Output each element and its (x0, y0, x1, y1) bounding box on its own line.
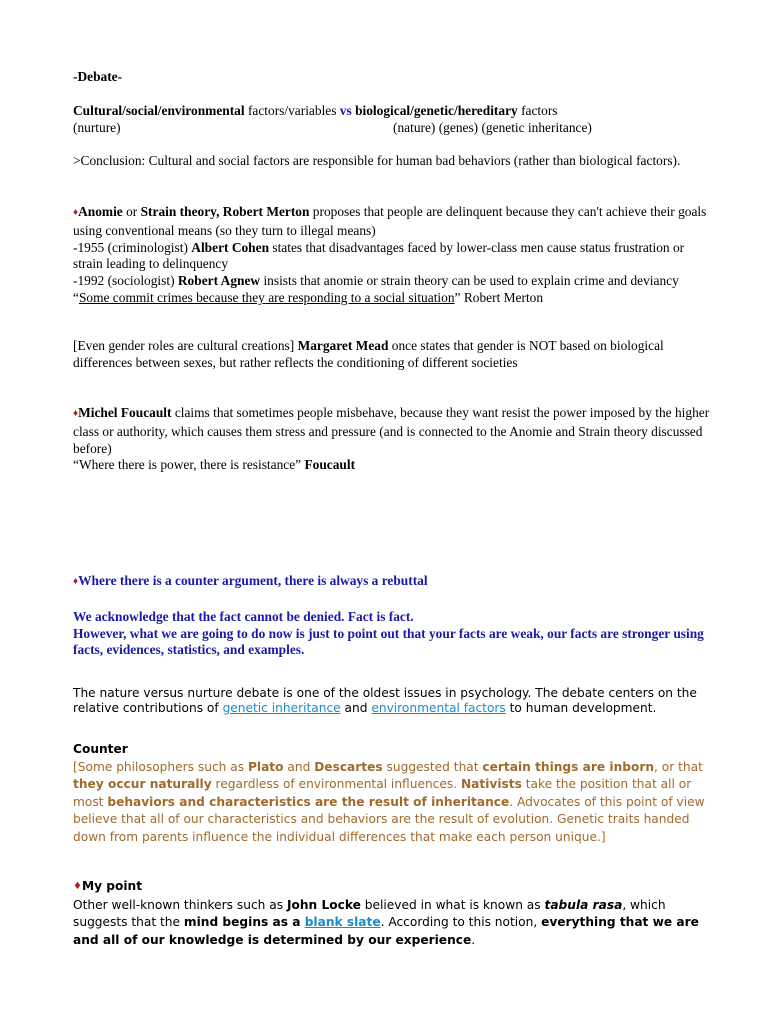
bullet-diamond-icon: ♦ (73, 881, 82, 892)
foucault-section (73, 405, 713, 474)
bullet-diamond-icon: ♦ (73, 408, 79, 419)
bullet-diamond-icon: ♦ (73, 576, 79, 587)
counter-section (73, 741, 713, 847)
nurture-label: (nurture) (73, 119, 121, 135)
rebuttal-heading: ♦Where there is a counter argument, there is always a rebuttal (73, 573, 428, 588)
bullet-diamond-icon: ♦ (73, 207, 79, 218)
intro-subline (73, 120, 713, 137)
anomie-paragraph: ♦Anomie or Strain theory, Robert Merton proposes that people are delinquent because they can't achieve their goals using conventional means (so they turn to illegal means) (73, 204, 707, 238)
foucault-quote: “Where there is power, there is resistance” Foucault (73, 457, 356, 473)
agnew-paragraph: -1992 (sociologist) Robert Agnew insists that anomie or strain theory can be used to explain crime and deviancy (73, 273, 679, 289)
counter-paragraph: [Some philosophers such as Plato and Descartes suggested that certain things are inborn, or that they occur naturally regardless of environmental influences. Nativists take the position that all or most behaviors and characteristics are the result of inheritance. Advocates of this point of view believe that all of our characteristics and behaviors are the result of evolution. Genetic traits handed down from parents influence the individual differences that make each person unique.] (73, 759, 705, 844)
rebuttal-section (73, 573, 713, 659)
genetic-inheritance-link[interactable]: genetic inheritance (222, 701, 341, 715)
blank-slate-link[interactable]: blank slate (304, 915, 381, 930)
intro-block (73, 103, 713, 137)
mypoint-paragraph: Other well-known thinkers such as John Locke believed in what is known as tabula rasa, which suggests that the mind begins as a blank slate. According to this notion, everything that we are and all of our knowledge is determined by our experience. (73, 897, 699, 947)
mypoint-heading: ♦My point (73, 879, 143, 893)
conclusion: >Conclusion: Cultural and social factors are responsible for human bad behaviors (rather than biological factors). (73, 153, 681, 168)
environmental-factors-link[interactable]: environmental factors (371, 701, 506, 715)
anomie-section (73, 204, 713, 307)
rebuttal-line-2: However, what we are going to do now is just to point out that your facts are weak, our facts are stronger using facts, evidences, statistics, and examples. (73, 625, 704, 658)
nature-paragraph: The nature versus nurture debate is one of the oldest issues in psychology. The debate centers on the relative contributions of genetic inheritance and environmental factors to human development. (73, 686, 697, 715)
foucault-paragraph: ♦Michel Foucault claims that sometimes people misbehave, because they want resist the power imposed by the higher class or authority, which causes them stress and pressure (and is connected to the Anomie and Strain theory discussed before) (73, 405, 710, 456)
counter-heading: Counter (73, 742, 128, 756)
merton-quote: “Some commit crimes because they are responding to a social situation” Robert Merton (73, 289, 544, 305)
document-title: -Debate- (73, 69, 123, 84)
intro-line: Cultural/social/environmental factors/variables vs biological/genetic/hereditary factors (73, 103, 558, 118)
cohen-paragraph: -1955 (criminologist) Albert Cohen states that disadvantages faced by lower-class men cause status frustration or strain leading to delinquency (73, 239, 685, 272)
rebuttal-line-1: We acknowledge that the fact cannot be denied. Fact is fact. (73, 608, 414, 624)
nature-label: (nature) (genes) (genetic inheritance) (393, 119, 592, 135)
mypoint-section (73, 878, 713, 949)
mead-paragraph: [Even gender roles are cultural creations] Margaret Mead once states that gender is NOT based on biological differences between sexes, but rather reflects the conditioning of different societies (73, 338, 664, 370)
